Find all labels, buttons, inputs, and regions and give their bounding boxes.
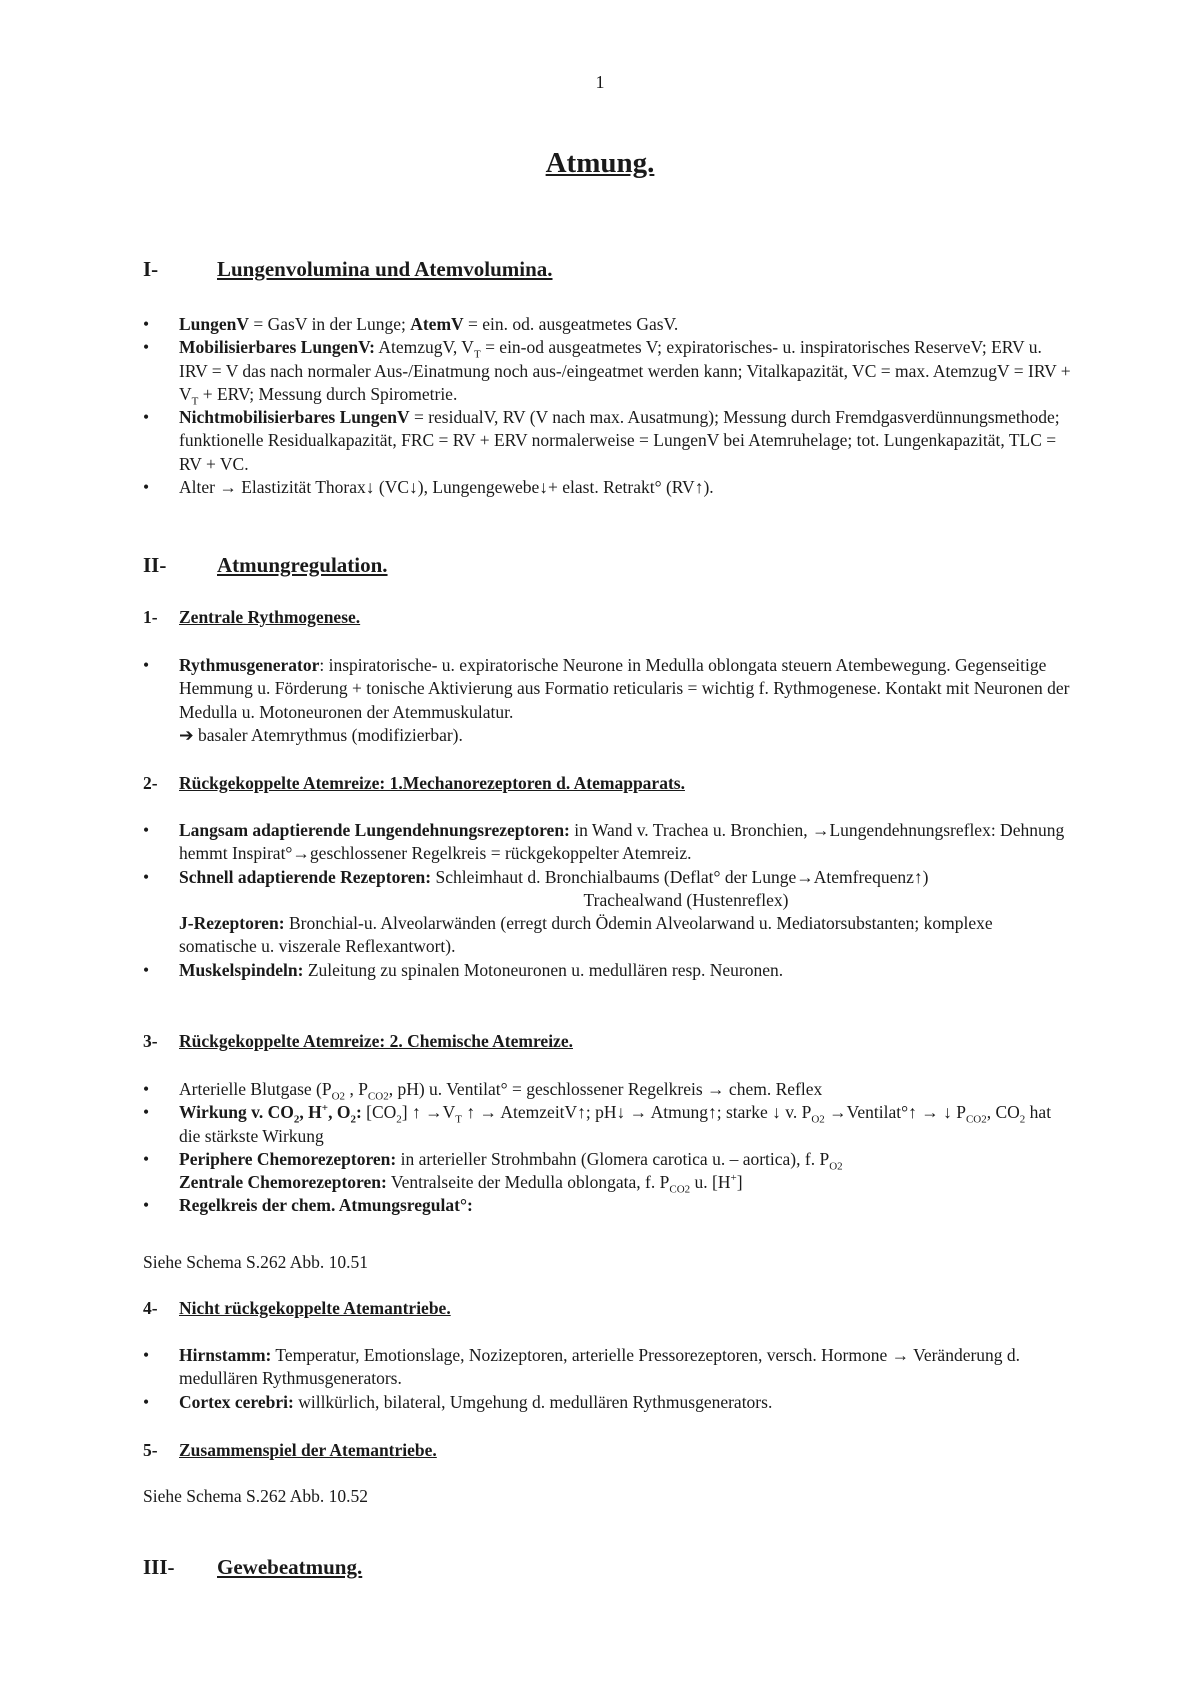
section-heading-3: [143, 1555, 362, 1580]
bullet-list-volumes: [143, 313, 1073, 499]
list-item: • Nichtmobilisierbares LungenV = residualV, RV (V nach max. Ausatmung); Messung durch Fremdgasverdünnungsmethode; funktionelle Residualkapazität, FRC = RV + ERV normalerweise = LungenV bei Atemruhelage; tot. Lungenkapazität, TLC = RV + VC.: [143, 407, 1060, 474]
section-heading-2: [143, 553, 388, 578]
list-item: • Regelkreis der chem. Atmungsregulat°:: [143, 1195, 473, 1216]
page-title: Atmung.: [545, 147, 655, 179]
list-item: • Alter → Elastizität Thorax↓ (VC↓), Lungengewebe↓+ elast. Retrakt° (RV↑).: [143, 477, 714, 498]
page-number: 1: [595, 72, 605, 92]
section-heading-1: [143, 257, 553, 282]
list-item: • Cortex cerebri: willkürlich, bilateral, Umgehung d. medullären Rythmusgenerators.: [143, 1391, 773, 1412]
subsection-heading-5: 5- Zusammenspiel der Atemantriebe.: [143, 1440, 437, 1460]
list-item: • Mobilisierbares LungenV: AtemzugV, $V_T = ein-od$ ausgeatmetes V; expiratorisches- u. inspiratorisches ReserveV; ERV u. IRV = V das nach normaler Aus-/Einatmung noch aus-/eingeatmet werden kann; Vitalkapazität, VC = max. AtemzugV = IRV + $V_T$ + ERV; Messung durch Spirometrie.: [143, 337, 1071, 408]
bullet-list-rhythmogenesis: [143, 654, 1073, 747]
section-title: Lungenvolumina und Atemvolumina.: [217, 257, 553, 281]
bullet-list-chemoreceptors: [143, 1078, 1073, 1218]
section-number: II-: [143, 553, 167, 577]
list-item: • Hirnstamm: Temperatur, Emotionslage, Nozizeptoren, arterielle Pressorezeptoren, versch. Hormone → Veränderung d. medullären Rythmusgenerators.: [143, 1345, 1021, 1389]
subsection-heading-2: 2- Rückgekoppelte Atemreize: 1.Mechanorezeptoren d. Atemapparats.: [143, 773, 685, 793]
list-item: • Wirkung v. $CO_2$, H+, $O_2$: $[CO_2]$ ↑ $\to V_T$ ↑ → AtemzeitV↑; pH↓ → Atmung↑; starke ↓ v. $P_{O2}$ →Ventilat°↑ → ↓ $P_{CO2}$, $CO_2$ hat die stärkste Wirkung: [143, 1102, 1052, 1146]
subsection-heading-4: 4- Nicht rückgekoppelte Atemantriebe.: [143, 1298, 451, 1318]
list-item: • LungenV = GasV in der Lunge; AtemV = ein. od. ausgeatmetes GasV.: [143, 314, 679, 334]
list-item: • Langsam adaptierende Lungendehnungsrezeptoren: in Wand v. Trachea u. Bronchien, →Lungendehnungsreflex: Dehnung hemmt Inspirat°→geschlossener Regelkreis = rückgekoppelter Atemreiz.: [143, 820, 1065, 864]
subsection-heading-1: 1- Zentrale Rythmogenese.: [143, 607, 361, 627]
bullet-list-drives: [143, 1344, 1073, 1414]
section-number: I-: [143, 257, 159, 281]
list-item: • Arterielle Blutgase ($P_{O2}$ , $P_{CO2}$, pH) u. Ventilat° = geschlossener Regelkreis → chem. Reflex: [143, 1079, 823, 1103]
bullet-list-mechanoreceptors: [143, 819, 1073, 982]
list-item: • Rythmusgenerator: inspiratorische- u. expiratorische Neurone in Medulla oblongata steuern Atembewegung. Gegenseitige Hemmung u. Förderung + tonische Aktivierung aus Formatio reticularis = wichtig f. Rythmogenese. Kontakt mit Neuronen der Medulla u. Motoneuronen der Atemmuskulatur. ➔ basaler Atemrythmus (modifizierbar).: [143, 655, 1070, 745]
list-item: • Schnell adaptierende Rezeptoren: Schleimhaut d. Bronchialbaums (Deflat° der Lunge→Atemfrequenz↑) Trachealwand (Hustenreflex) J-Rezeptoren: Bronchial-u. Alveolarwänden (erregt durch Ödemin Alveolarwand u. Mediatorsubstanten; komplexe somatische u. viszerale Reflexantwort).: [143, 866, 993, 957]
list-item: • Muskelspindeln: Zuleitung zu spinalen Motoneuronen u. medullären resp. Neuronen.: [143, 959, 784, 980]
section-number: III-: [143, 1555, 175, 1579]
schema-reference: Siehe Schema S.262 Abb. 10.51: [143, 1252, 369, 1272]
list-item: • Periphere Chemorezeptoren: in arterieller Strohmbahn (Glomera carotica u. – aortica), f. $P_{O2}$ Zentrale Chemorezeptoren: Ventralseite der Medulla oblongata, f. $P_{CO2}$ u. [H+]: [143, 1148, 843, 1196]
subsection-heading-3: 3- Rückgekoppelte Atemreize: 2. Chemische Atemreize.: [143, 1031, 573, 1051]
section-title: Atmungregulation.: [217, 553, 388, 577]
schema-reference: Siehe Schema S.262 Abb. 10.52: [143, 1486, 369, 1506]
section-title: Gewebeatmung.: [217, 1555, 363, 1579]
